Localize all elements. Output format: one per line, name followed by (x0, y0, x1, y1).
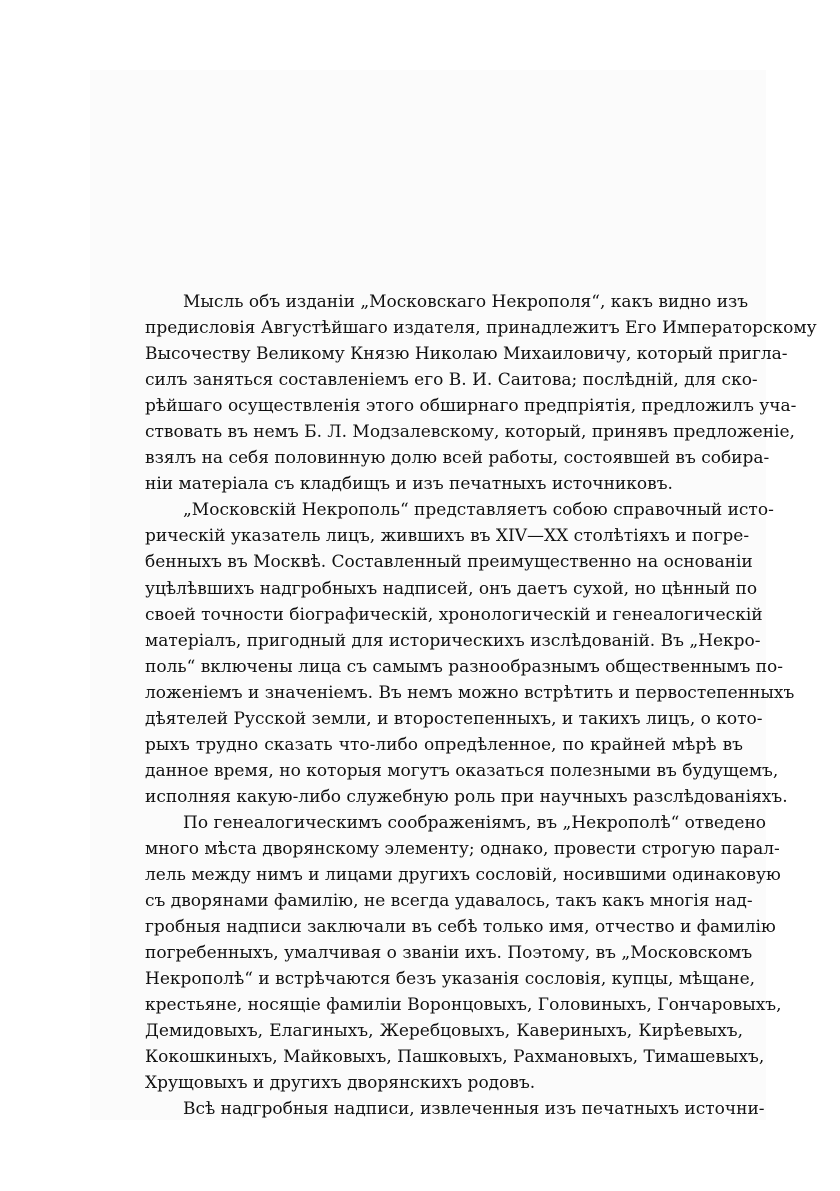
paragraph-1-line-8: ніи матеріала съ кладбищъ и изъ печатныхъ источниковъ. (145, 474, 673, 495)
paragraph-3-line-2: много мѣста дворянскому элементу; однако, провести строгую парал- (145, 838, 780, 859)
paragraph-2-line-6: матеріалъ, пригодный для историческихъ изслѣдованій. Въ „Некро- (145, 630, 761, 651)
paragraph-4-line-1: Всѣ надгробныя надписи, извлеченныя изъ печатныхъ источни- (183, 1099, 765, 1120)
paragraph-3-line-8: крестьяне, носящіе фамиліи Воронцовыхъ, Головиныхъ, Гончаровыхъ, (145, 995, 782, 1016)
paragraph-3-line-3: лель между нимъ и лицами другихъ сословій, носившими одинаковую (145, 865, 781, 886)
paragraph-3-line-4: съ дворянами фамилію, не всегда удавалось, такъ какъ многія над- (145, 891, 753, 912)
paragraph-2-line-10: рыхъ трудно сказать что-либо опредѣленное, по крайней мѣрѣ въ (145, 734, 743, 755)
paragraph-3-line-5: гробныя надписи заключали въ себѣ только имя, отчество и фамилію (145, 917, 776, 938)
paragraph-1-line-1: Мысль объ изданіи „Московскаго Некрополя“, какъ видно изъ (183, 292, 749, 312)
paragraph-3-line-10: Кокошкиныхъ, Майковыхъ, Пашковыхъ, Рахмановыхъ, Тимашевыхъ, (145, 1047, 765, 1068)
paragraph-1-line-4: силъ заняться составленіемъ его В. И. Саитова; послѣдній, для ско- (145, 370, 758, 391)
paragraph-1-line-6: ствовать въ немъ Б. Л. Модзалевскому, который, принявъ предложеніе, (145, 422, 795, 443)
paragraph-1-line-2: предисловія Августѣйшаго издателя, принадлежитъ Его Императорскому (145, 318, 817, 339)
paragraph-2-line-7: поль“ включены лица съ самымъ разнообразнымъ общественнымъ по- (145, 656, 784, 677)
paragraph-3-line-11: Хрущовыхъ и другихъ дворянскихъ родовъ. (145, 1073, 536, 1094)
paragraph-2-line-11: данное время, но которыя могутъ оказаться полезными въ будущемъ, (145, 760, 779, 781)
paragraph-2-line-2: рическій указатель лицъ, жившихъ въ XIV—XX столѣтіяхъ и погре- (145, 526, 750, 547)
paragraph-1-line-5: рѣйшаго осуществленія этого обширнаго предпріятія, предложилъ уча- (145, 396, 797, 417)
body-text (145, 289, 817, 1123)
paragraph-2-line-9: дѣятелей Русской земли, и второстепенныхъ, и такихъ лицъ, о кото- (145, 708, 763, 729)
paragraph-2-line-12: исполняя какую-либо служебную роль при научныхъ разслѣдованіяхъ. (145, 786, 788, 807)
paragraph-2-line-5: своей точности біографическій, хронологическій и генеалогическій (145, 604, 763, 625)
paragraph-3-line-9: Демидовыхъ, Елагиныхъ, Жеребцовыхъ, Кавериныхъ, Кирѣевыхъ, (145, 1021, 743, 1042)
paragraph-3-line-1: По генеалогическимъ соображеніямъ, въ „Некрополѣ“ отведено (183, 812, 767, 833)
paragraph-3-line-6: погребенныхъ, умалчивая о званіи ихъ. Поэтому, въ „Московскомъ (145, 943, 753, 964)
paragraph-1-line-3: Высочеству Великому Князю Николаю Михаиловичу, который пригла- (145, 344, 788, 365)
paragraph-2-line-1: „Московскій Некрополь“ представляетъ собою справочный исто- (183, 500, 774, 521)
paragraph-2-line-4: уцѣлѣвшихъ надгробныхъ надписей, онъ даетъ сухой, но цѣнный по (145, 578, 758, 599)
paragraph-2-line-3: бенныхъ въ Москвѣ. Составленный преимущественно на основаніи (145, 552, 753, 573)
paragraph-1-line-7: взялъ на себя половинную долю всей работы, состоявшей въ собира- (145, 448, 770, 469)
paragraph-2-line-8: ложеніемъ и значеніемъ. Въ немъ можно встрѣтить и первостепенныхъ (145, 682, 795, 703)
paragraph-3-line-7: Некрополѣ“ и встрѣчаются безъ указанія сословія, купцы, мѣщане, (145, 969, 756, 990)
